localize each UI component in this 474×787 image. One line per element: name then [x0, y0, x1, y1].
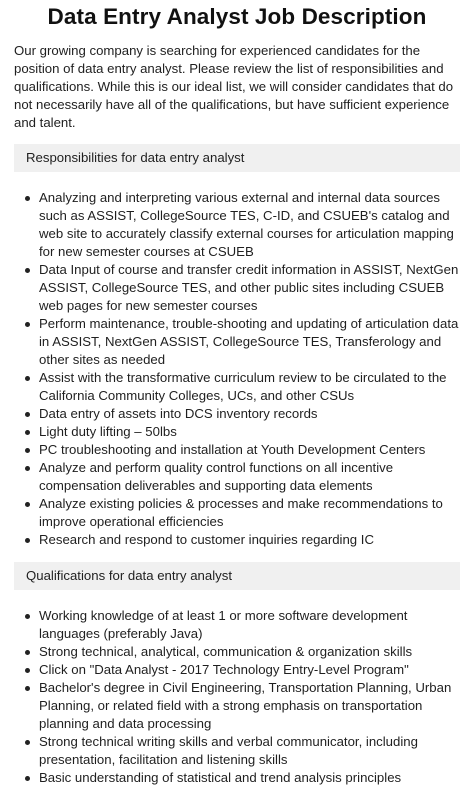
list-item-text: Strong technical writing skills and verbal communicator, including presentation, facilitation and listening skills	[39, 734, 418, 767]
list-item	[39, 369, 460, 405]
list-item-text: Analyze existing policies & processes and make recommendations to improve operational efficiencies	[39, 496, 443, 529]
bullet-icon	[25, 196, 30, 201]
bullet-icon	[25, 268, 30, 273]
bullet-icon	[25, 776, 30, 781]
bullet-icon	[25, 740, 30, 745]
list-item	[39, 661, 460, 679]
bullet-icon	[25, 502, 30, 507]
bullet-icon	[25, 686, 30, 691]
page-title: Data Entry Analyst Job Description	[47, 4, 427, 29]
bullet-icon	[25, 466, 30, 471]
list-item	[39, 441, 460, 459]
list-item	[39, 315, 460, 369]
list-item-text: Click on "Data Analyst - 2017 Technology Entry-Level Program"	[39, 662, 409, 677]
list-item	[39, 405, 460, 423]
list-item-text: Research and respond to customer inquiries regarding IC	[39, 532, 374, 547]
list-item-text: Bachelor's degree in Civil Engineering, Transportation Planning, Urban Planning, or related field with a strong emphasis on transportation planning and data processing	[39, 680, 452, 731]
list-item-text: Data Input of course and transfer credit information in ASSIST, NextGen ASSIST, CollegeSource TES, and other public sites including CSUEB web pages for new semester courses	[39, 262, 459, 313]
bullet-icon	[25, 322, 30, 327]
list-item-text: Basic understanding of statistical and trend analysis principles	[39, 770, 402, 785]
bullet-icon	[25, 614, 30, 619]
list-item-text: Working knowledge of at least 1 or more software development languages (preferably Java)	[39, 608, 408, 641]
list-item-text: Data entry of assets into DCS inventory records	[39, 406, 318, 421]
qualifications-list	[14, 607, 460, 787]
list-item	[39, 679, 460, 733]
bullet-icon	[25, 650, 30, 655]
list-item	[39, 423, 460, 441]
list-item	[39, 769, 460, 787]
responsibilities-heading: Responsibilities for data entry analyst	[14, 144, 460, 172]
list-item-text: PC troubleshooting and installation at Youth Development Centers	[39, 442, 426, 457]
list-item	[39, 261, 460, 315]
list-item-text: Light duty lifting – 50lbs	[39, 424, 177, 439]
list-item	[39, 495, 460, 531]
bullet-icon	[25, 448, 30, 453]
list-item-text: Analyze and perform quality control functions on all incentive compensation deliverables and supporting data elements	[39, 460, 394, 493]
bullet-icon	[25, 412, 30, 417]
bullet-icon	[25, 376, 30, 381]
bullet-icon	[25, 668, 30, 673]
list-item	[39, 531, 460, 549]
list-item-text: Assist with the transformative curriculum review to be circulated to the California Community Colleges, UCs, and other CSUs	[39, 370, 447, 403]
list-item	[39, 607, 460, 643]
list-item-text: Perform maintenance, trouble-shooting and updating of articulation data in ASSIST, NextGen ASSIST, CollegeSource TES, Transferology and other sites as needed	[39, 316, 459, 367]
list-item-text: Strong technical, analytical, communication & organization skills	[39, 644, 413, 659]
list-item-text: Analyzing and interpreting various external and internal data sources such as ASSIST, CollegeSource TES, C-ID, and CSUEB's catalog and web site to accurately classify external courses for articulation mapping for new semester courses at CSUEB	[39, 190, 454, 259]
intro-paragraph: Our growing company is searching for experienced candidates for the position of data entry analyst. Please review the list of responsibilities and qualifications. While this is our ideal list, we will consider candidates that do not necessarily have all of the qualifications, but have sufficient experience and talent.	[14, 43, 454, 130]
responsibilities-list	[14, 189, 460, 549]
qualifications-heading: Qualifications for data entry analyst	[14, 562, 460, 590]
list-item	[39, 189, 460, 261]
bullet-icon	[25, 538, 30, 543]
bullet-icon	[25, 430, 30, 435]
list-item	[39, 733, 460, 769]
list-item	[39, 459, 460, 495]
list-item	[39, 643, 460, 661]
